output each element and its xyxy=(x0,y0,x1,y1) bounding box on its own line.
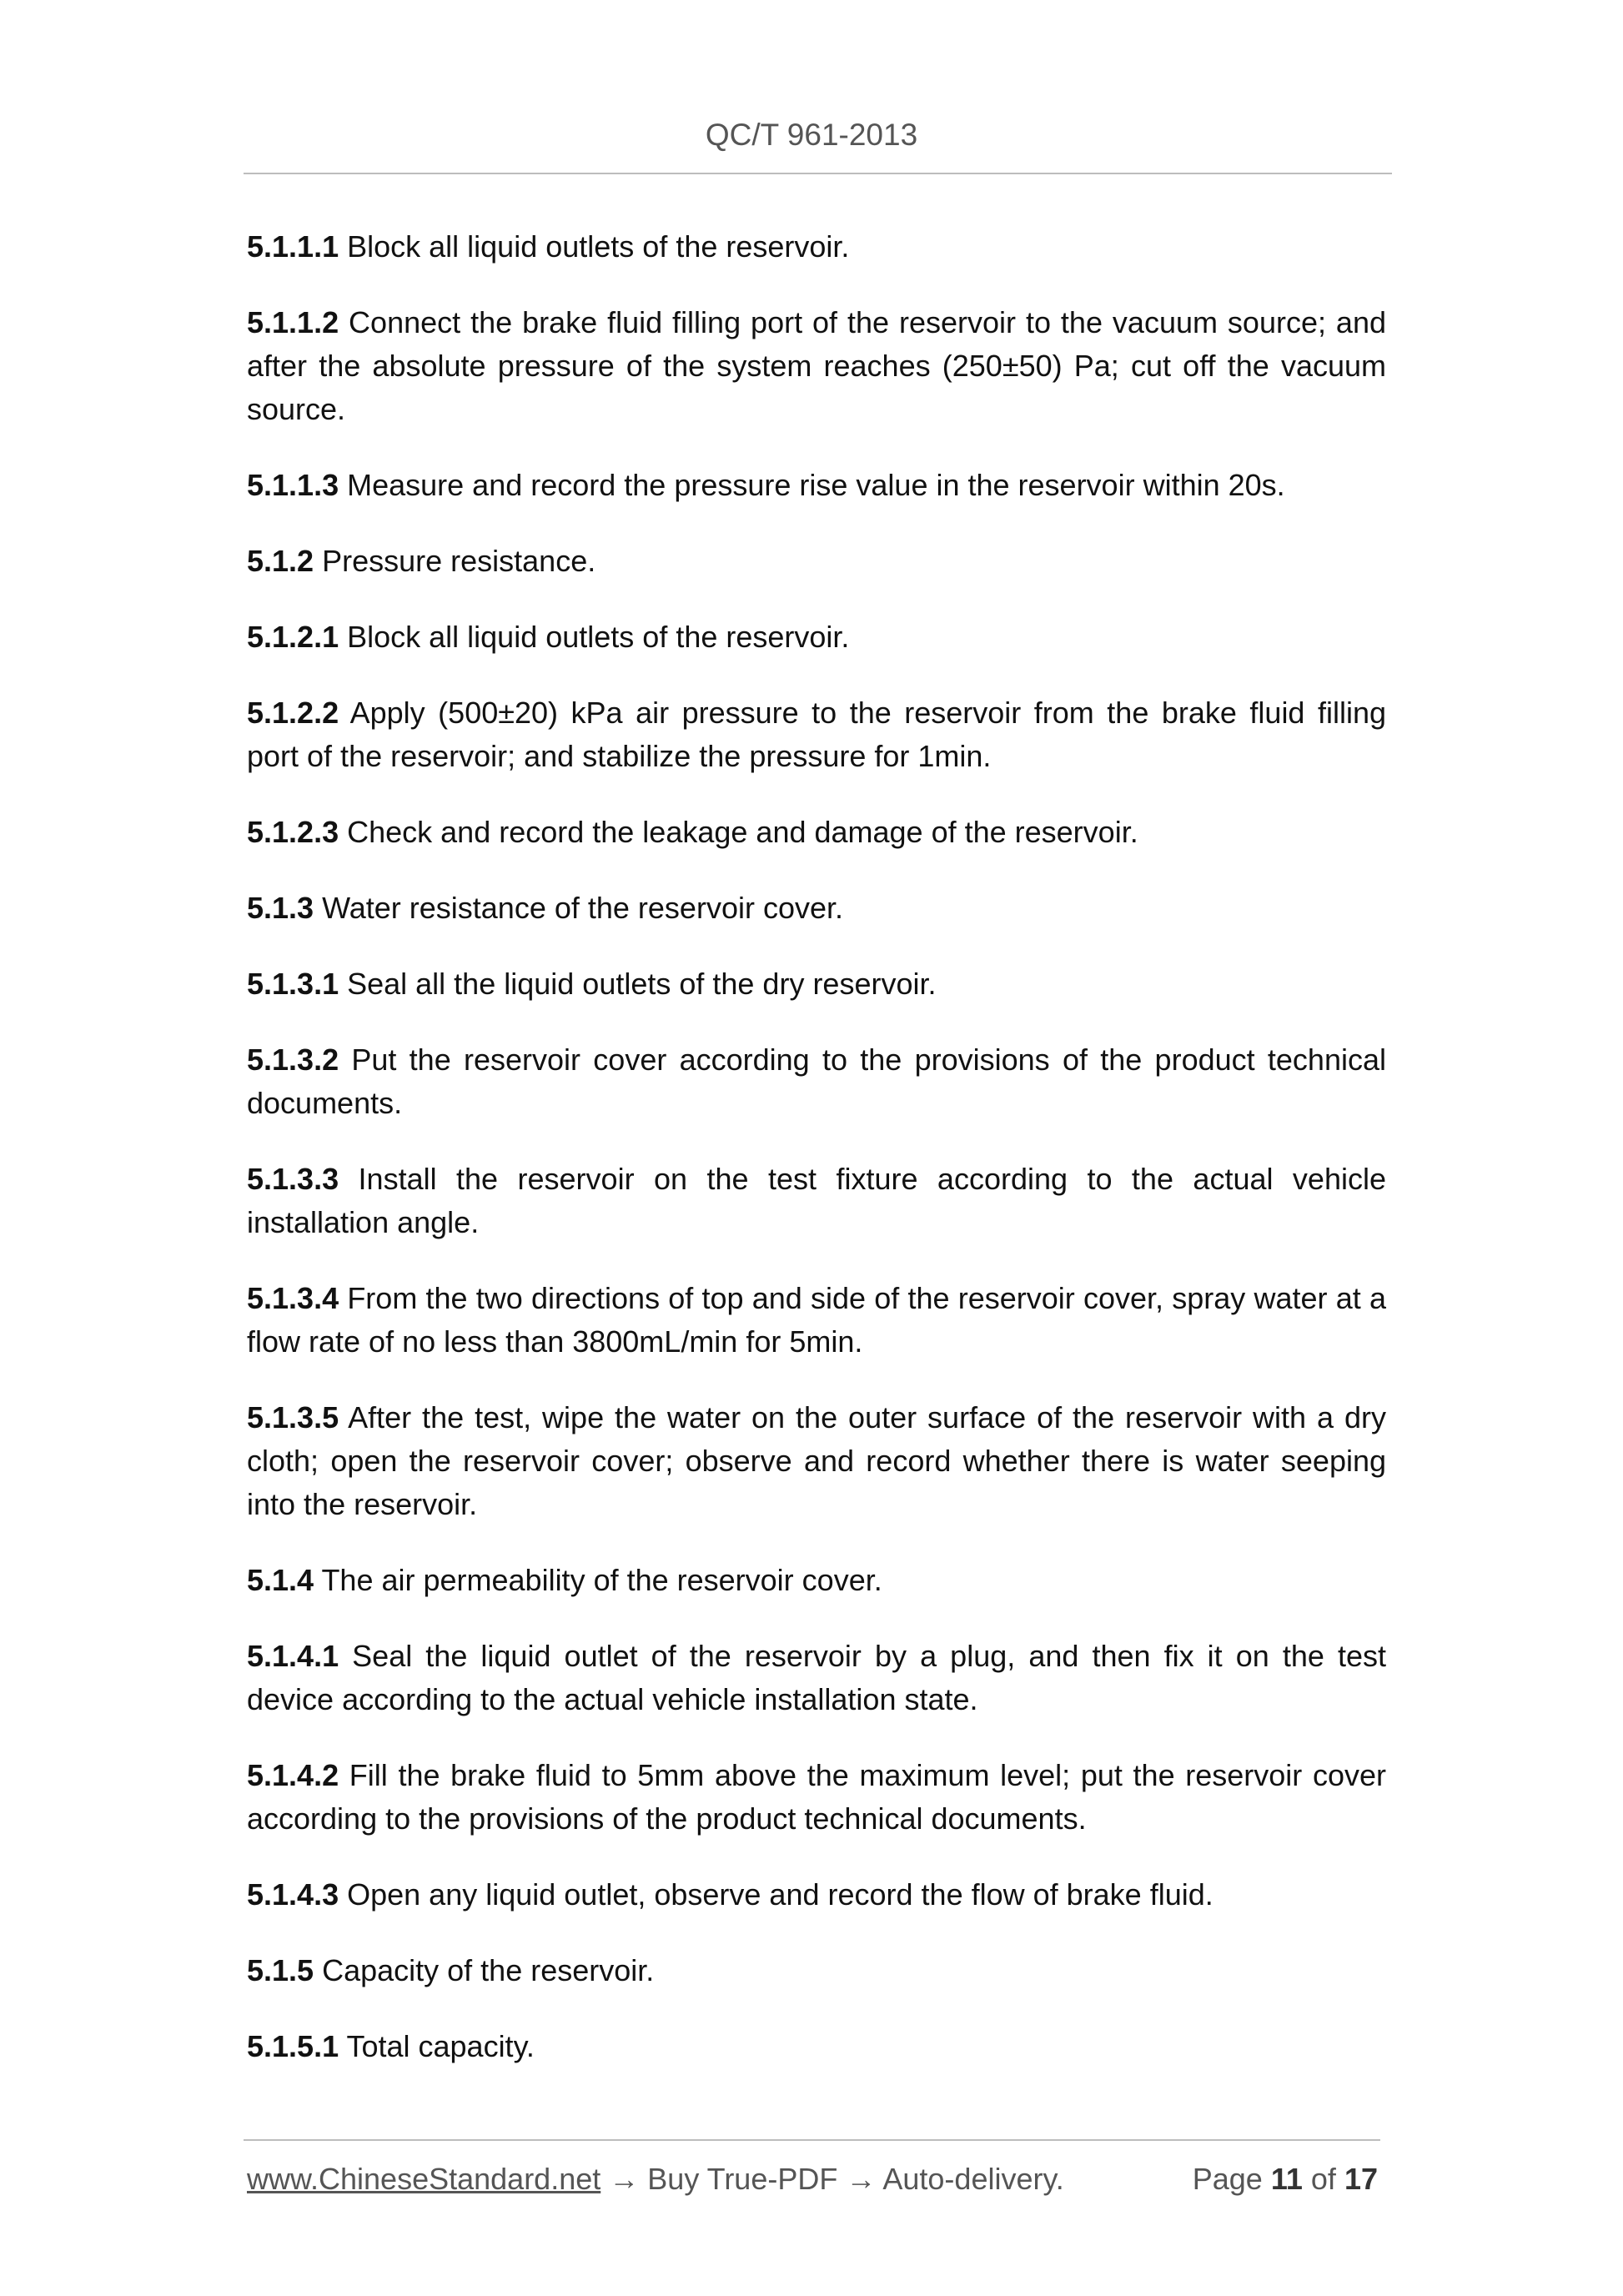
clause xyxy=(247,2025,1386,2068)
clause-number: 5.1.3.4 xyxy=(247,1281,339,1315)
clause-number: 5.1.3.2 xyxy=(247,1042,339,1077)
clause-text: Install the reservoir on the test fixture according to the actual vehicle installation angle. xyxy=(247,1162,1386,1239)
footer-divider xyxy=(244,2139,1380,2141)
clause-number: 5.1.4.3 xyxy=(247,1877,339,1912)
clause xyxy=(247,887,1386,930)
clause xyxy=(247,1635,1386,1721)
arrow-right-icon: → xyxy=(609,2162,640,2196)
clause xyxy=(247,811,1386,854)
clause-text: From the two directions of top and side of the reservoir cover, spray water at a flow rate of no less than 3800mL/min for 5min. xyxy=(247,1281,1386,1359)
clause-number: 5.1.2.1 xyxy=(247,620,339,654)
clause-text: After the test, wipe the water on the outer surface of the reservoir with a dry cloth; open the reservoir cover; observe and record whether there is water seeping into the reservoir. xyxy=(247,1400,1387,1521)
clause-number: 5.1.1.3 xyxy=(247,468,339,502)
clause-text: Seal the liquid outlet of the reservoir by a plug, and then fix it on the test device according to the actual vehicle installation state. xyxy=(247,1639,1386,1716)
clause-number: 5.1.3.5 xyxy=(247,1400,339,1434)
clause xyxy=(247,301,1386,431)
clause xyxy=(247,1559,1386,1602)
clause xyxy=(247,962,1386,1006)
clause xyxy=(247,225,1386,269)
clause-number: 5.1.3 xyxy=(247,891,314,925)
clause xyxy=(247,464,1386,507)
site-link[interactable]: www.ChineseStandard.net xyxy=(247,2162,601,2196)
clause-number: 5.1.1.2 xyxy=(247,305,339,339)
page-current: 11 xyxy=(1270,2162,1303,2196)
clause xyxy=(247,1949,1386,1992)
clause-text: Check and record the leakage and damage of the reservoir. xyxy=(347,815,1138,849)
footer-promo xyxy=(247,2160,1064,2198)
clause-text: Block all liquid outlets of the reservoir. xyxy=(347,620,850,654)
clause-text: Capacity of the reservoir. xyxy=(322,1953,655,1987)
clause xyxy=(247,1873,1386,1917)
clause-text: Seal all the liquid outlets of the dry reservoir. xyxy=(347,967,937,1001)
clause xyxy=(247,540,1386,583)
page-label: Page xyxy=(1192,2162,1263,2196)
clause-number: 5.1.4.2 xyxy=(247,1758,339,1792)
clause-text: Open any liquid outlet, observe and record the flow of brake fluid. xyxy=(347,1877,1213,1912)
clause xyxy=(247,1158,1386,1244)
clause xyxy=(247,1038,1386,1125)
clause-text: The air permeability of the reservoir cover. xyxy=(321,1563,882,1597)
clause-number: 5.1.4.1 xyxy=(247,1639,339,1673)
clause-text: Block all liquid outlets of the reservoir. xyxy=(347,229,850,264)
clause-number: 5.1.2.3 xyxy=(247,815,339,849)
clause-number: 5.1.5 xyxy=(247,1953,314,1987)
delivery-text: Auto-delivery. xyxy=(882,2162,1064,2196)
clause xyxy=(247,1396,1386,1526)
page-indicator xyxy=(1193,2160,1378,2198)
document-code: QC/T 961-2013 xyxy=(705,118,918,152)
clause-text: Water resistance of the reservoir cover. xyxy=(322,891,843,925)
clause xyxy=(247,1754,1386,1841)
clause-text: Apply (500±20) kPa air pressure to the reservoir from the brake fluid filling port of the reservoir; and stabilize the pressure for 1min. xyxy=(247,696,1387,773)
clause-number: 5.1.5.1 xyxy=(247,2029,339,2063)
clause-number: 5.1.3.1 xyxy=(247,967,339,1001)
clause-number: 5.1.2.2 xyxy=(247,696,339,730)
buy-text: Buy True-PDF xyxy=(647,2162,838,2196)
clause-text: Pressure resistance. xyxy=(322,544,596,578)
header-divider xyxy=(244,173,1392,174)
clause xyxy=(247,1277,1386,1364)
clause-number: 5.1.3.3 xyxy=(247,1162,339,1196)
arrow-right-icon: → xyxy=(846,2162,877,2196)
clause-text: Connect the brake fluid filling port of the reservoir to the vacuum source; and after the absolute pressure of the system reaches (250±50) Pa; cut off the vacuum source. xyxy=(247,305,1386,426)
clause-number: 5.1.1.1 xyxy=(247,229,339,264)
page-total: 17 xyxy=(1344,2162,1378,2196)
clause-text: Put the reservoir cover according to the provisions of the product technical documents. xyxy=(247,1042,1386,1120)
clause xyxy=(247,615,1386,659)
page-of-label: of xyxy=(1310,2162,1336,2196)
clause-number: 5.1.4 xyxy=(247,1563,314,1597)
clause-text: Total capacity. xyxy=(346,2029,535,2063)
clause-text: Fill the brake fluid to 5mm above the maximum level; put the reservoir cover according to the provisions of the product technical documents. xyxy=(247,1758,1386,1836)
clause-text: Measure and record the pressure rise value in the reservoir within 20s. xyxy=(347,468,1285,502)
document-body xyxy=(247,225,1386,2101)
clause-number: 5.1.2 xyxy=(247,544,314,578)
clause xyxy=(247,691,1386,778)
